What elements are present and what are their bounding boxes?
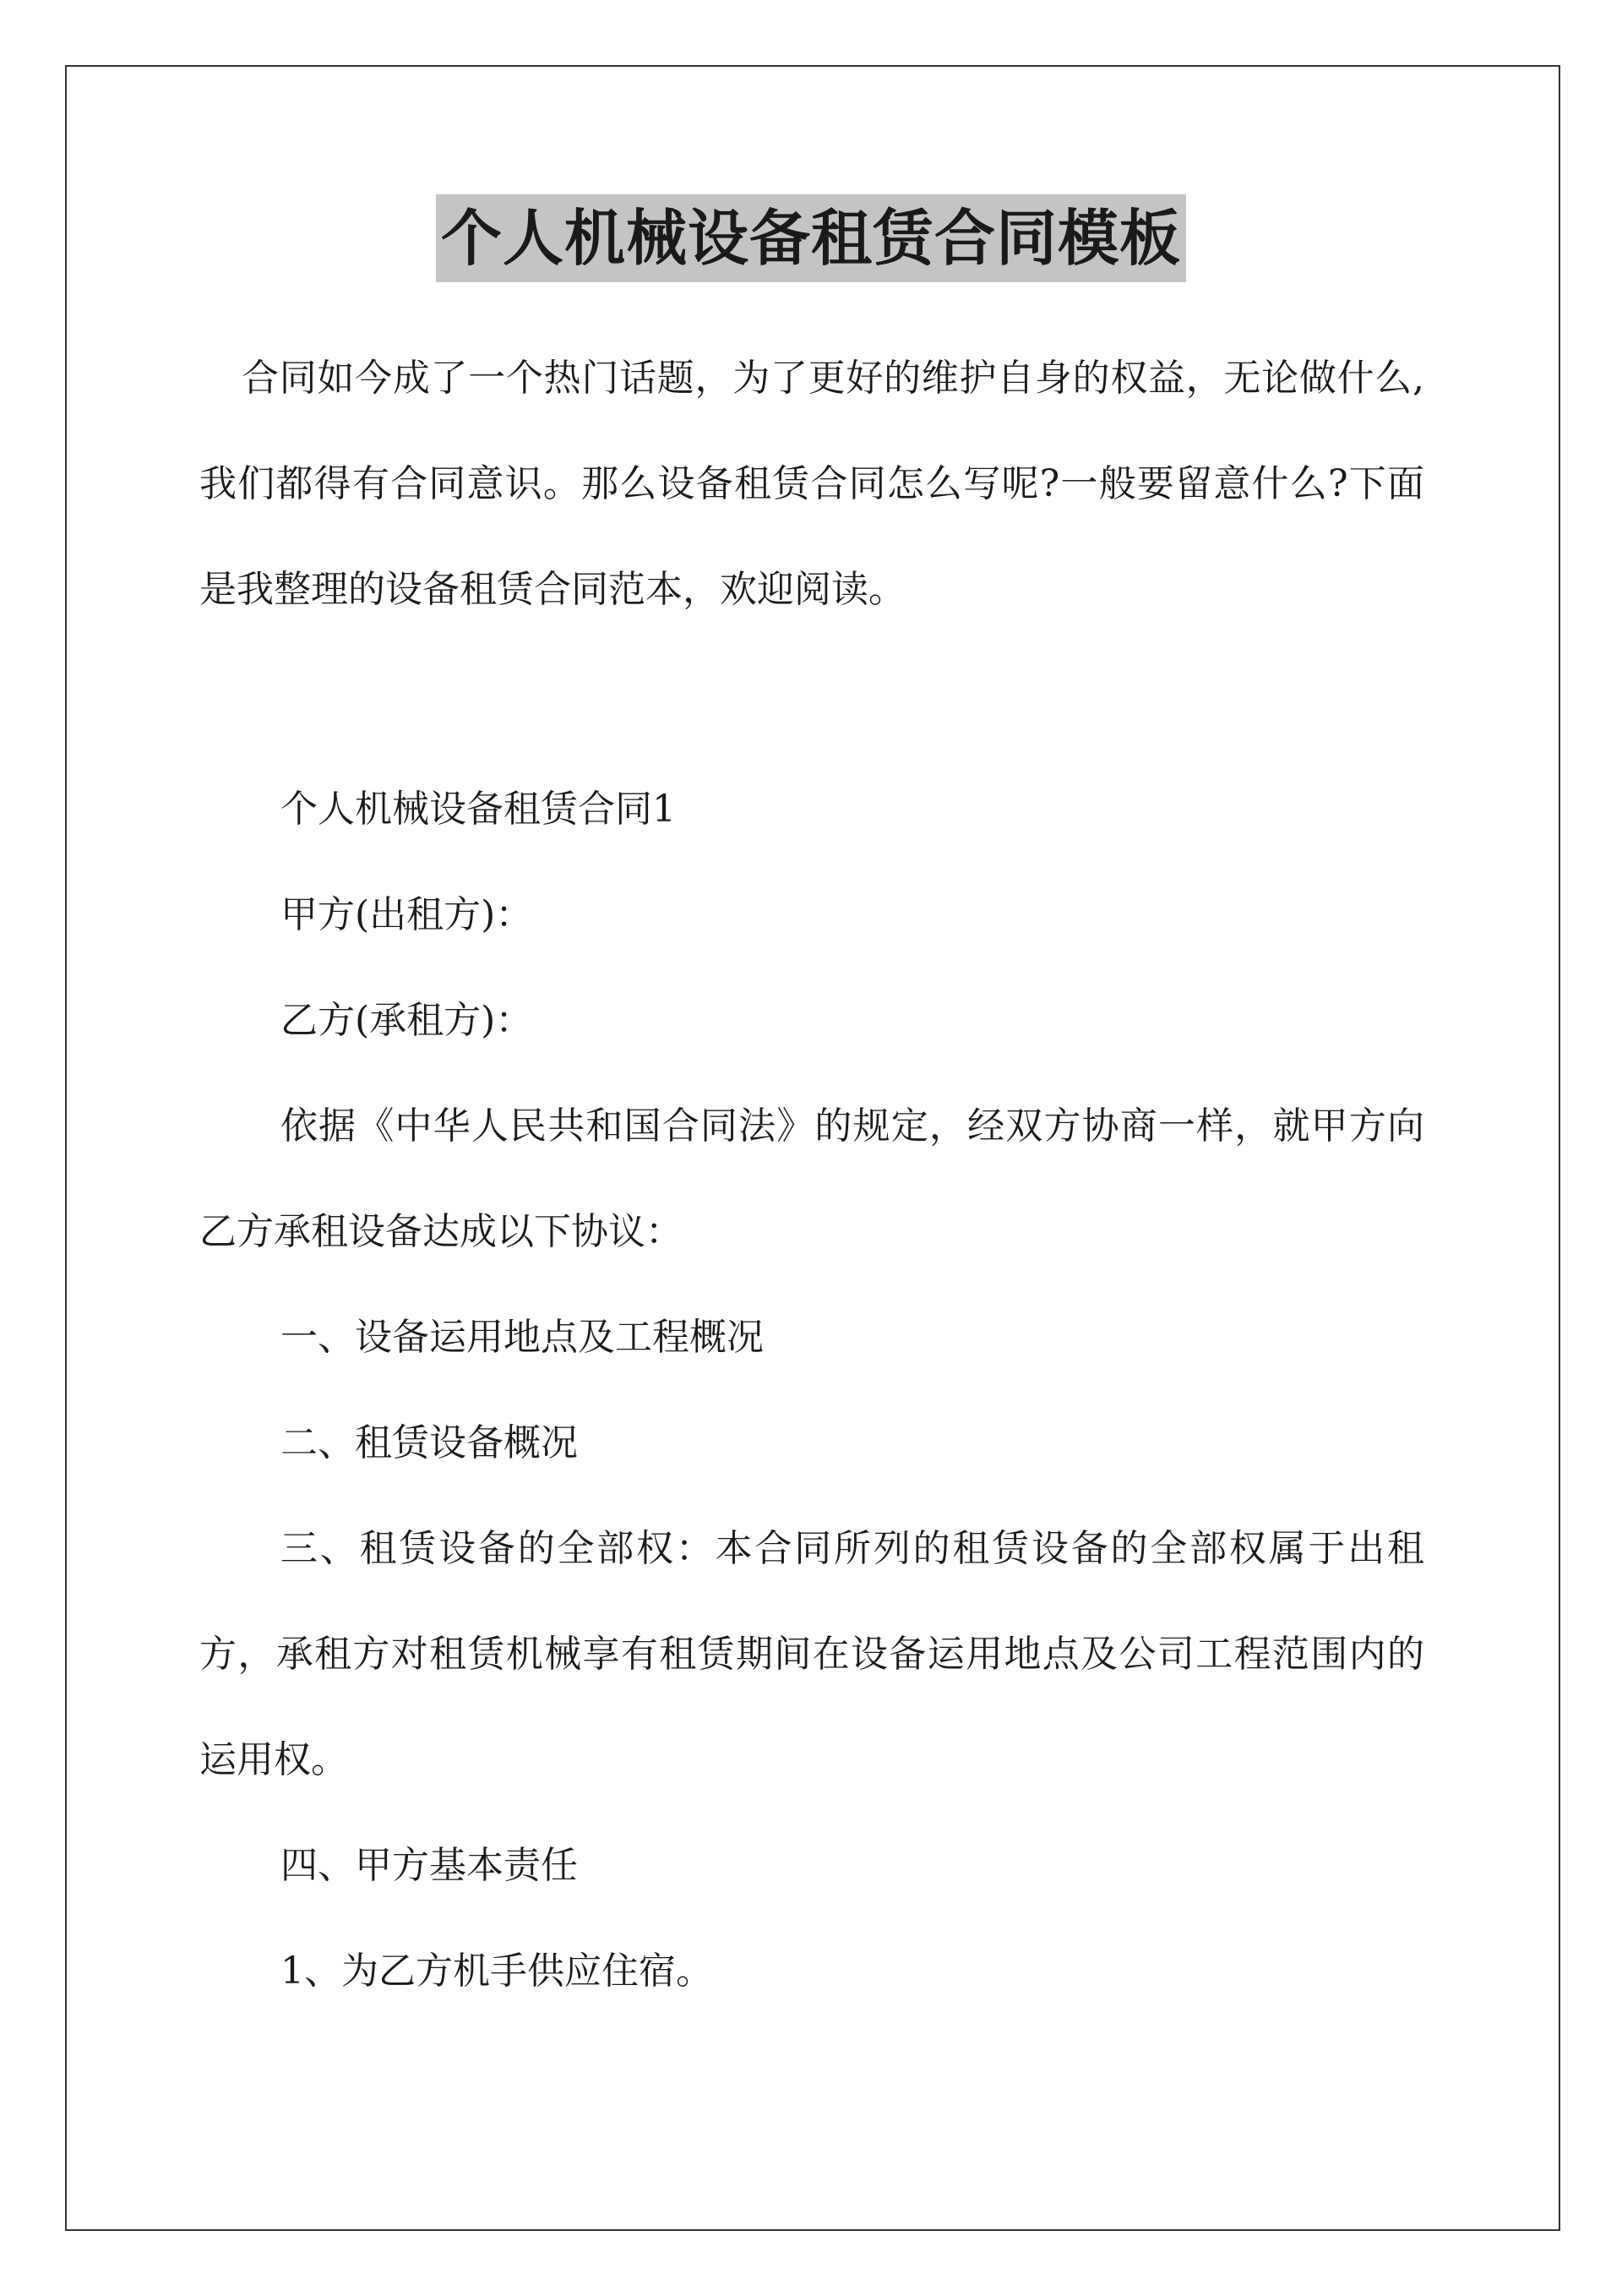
party-b-line: 乙方(承租方)：: [280, 999, 533, 1042]
section-4-heading: 四、甲方基本责任: [280, 1844, 578, 1887]
contract-heading: 个人机械设备租赁合同1: [280, 788, 676, 831]
title-container: [0, 194, 1622, 282]
legal-basis-paragraph: 依据《中华人民共和国合同法》的规定，经双方协商一样，就甲方向乙方承租设备达成以下协议：: [199, 1104, 1424, 1253]
document-title: 个人机械设备租赁合同模板: [436, 194, 1186, 282]
intro-paragraph: 合同如今成了一个热门话题，为了更好的维护自身的权益，无论做什么,我们都得有合同意识。那么设备租赁合同怎么写呢?一般要留意什么?下面是我整理的设备租赁合同范本，欢迎阅读。: [199, 357, 1424, 611]
section-2-heading: 二、租赁设备概况: [280, 1421, 578, 1464]
section-3-paragraph: 三、租赁设备的全部权：本合同所列的租赁设备的全部权属于出租方，承租方对租赁机械享有租赁期间在设备运用地点及公司工程范围内的运用权。: [199, 1527, 1424, 1781]
party-a-line: 甲方(出租方)：: [280, 893, 533, 936]
list-item-1: 1、为乙方机手供应住宿。: [280, 1950, 713, 1993]
section-1-heading: 一、设备运用地点及工程概况: [280, 1316, 764, 1359]
